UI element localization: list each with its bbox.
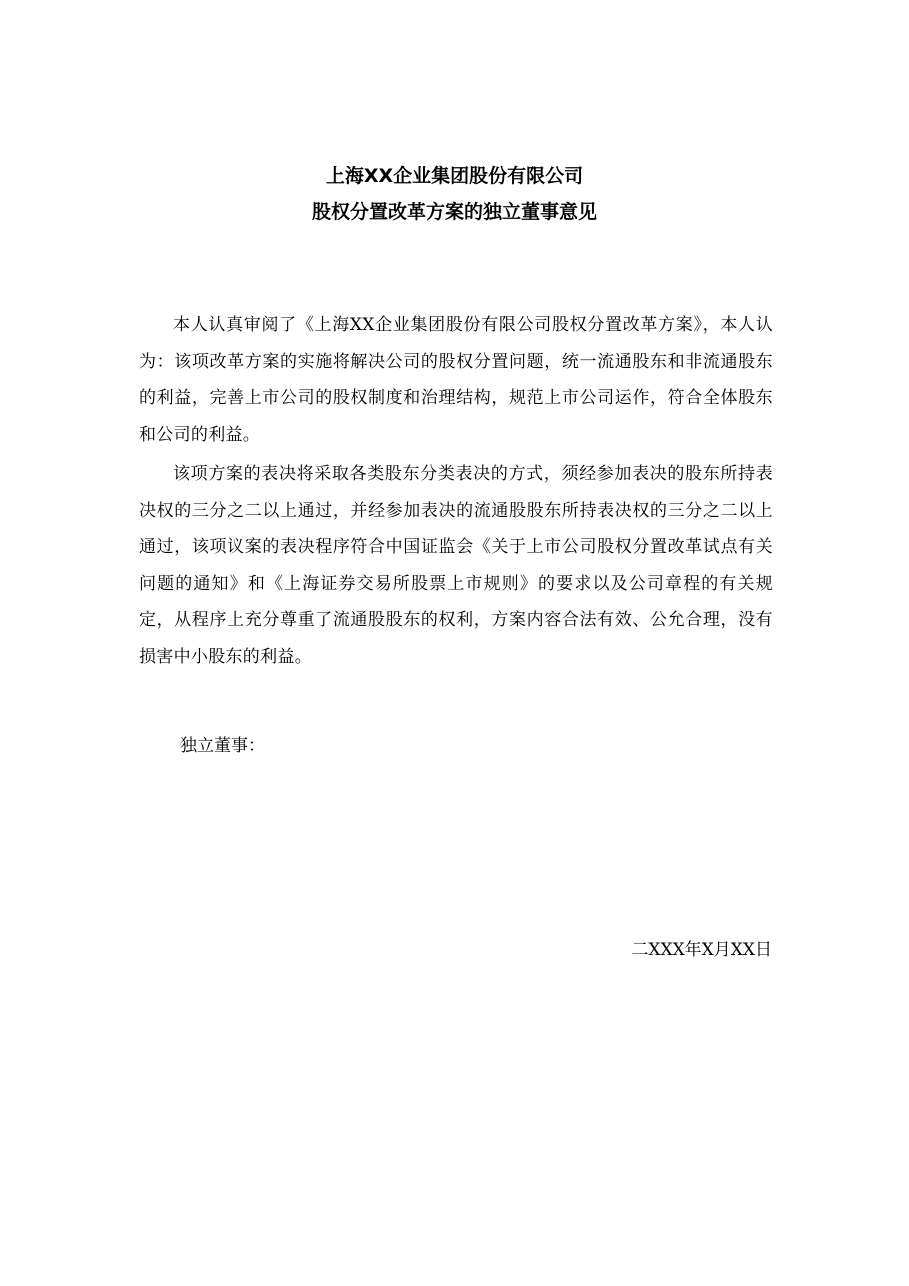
document-date: 二XXX年X月XX日 — [631, 940, 772, 960]
document-title-line-2: 股权分置改革方案的独立董事意见 — [311, 201, 597, 223]
independent-director-signature-label: 独立董事： — [180, 736, 265, 756]
document-title-line-1: 上海XX企业集团股份有限公司 — [325, 165, 584, 187]
opinion-paragraph-1: 本人认真审阅了《上海XX企业集团股份有限公司股权分置改革方案》，本人认为：该项改革方案的实施将解决公司的股权分置问题，统一流通股东和非流通股东的利益，完善上市公司的股权制度和治理结构，规范上市公司运作，符合全体股东和公司的利益。 — [139, 315, 773, 445]
opinion-paragraph-2: 该项方案的表决将采取各类股东分类表决的方式，须经参加表决的股东所持表决权的三分之二以上通过，并经参加表决的流通股股东所持表决权的三分之二以上通过，该项议案的表决程序符合中国证监会《关于上市公司股权分置改革试点有关问题的通知》和《上海证券交易所股票上市规则》的要求以及公司章程的有关规定，从程序上充分尊重了流通股股东的权利，方案内容合法有效、公允合理，没有损害中小股东的利益。 — [139, 464, 773, 667]
